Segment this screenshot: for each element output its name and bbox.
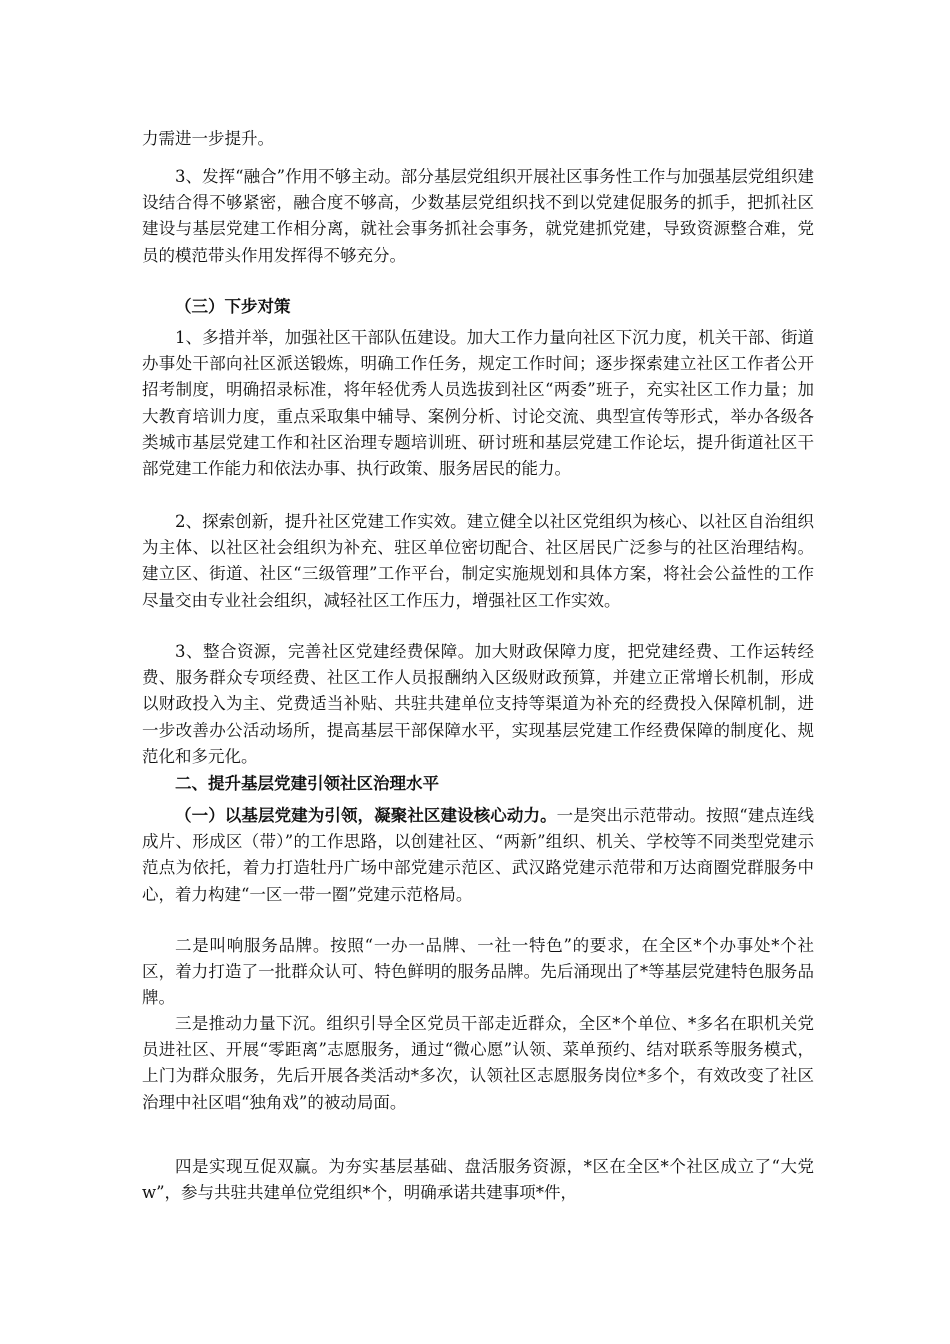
chapter-heading-two: 二、提升基层党建引领社区治理水平 (175, 774, 439, 793)
paragraph-continuation: 力需进一步提升。 (142, 129, 274, 148)
paragraph-fusion-issue: 3、发挥“融合”作用不够主动。部分基层党组织开展社区事务性工作与加强基层党组织建设结合得不够紧密，融合度不够高，少数基层党组织找不到以党建促服务的抓手，把抓社区建设与基层党建工作相分离，就社会事务抓社会事务，就党建抓党建，导致资源整合难，党员的模范带头作用发挥得不够充分。 (142, 167, 814, 265)
subsection-lead-text: （一）以基层党建为引领，凝聚社区建设核心动力。 (175, 806, 557, 825)
paragraph-subsection-one (142, 803, 814, 908)
paragraph-mutual-win: 四是实现互促双赢。为夯实基层基础、盘活服务资源，*区在全区*个社区成立了“大党w”，参与共驻共建单位党组织*个，明确承诺共建事项*件， (142, 1157, 814, 1203)
paragraph-service-brand: 二是叫响服务品牌。按照“一办一品牌、一社一特色”的要求，在全区*个办事处*个社区，着力打造了一批群众认可、特色鲜明的服务品牌。先后涌现出了*等基层党建特色服务品牌。 (142, 936, 814, 1008)
subsection-body-text: 一是突出示范带动。按照“建点连线成片、形成区（带）”的工作思路，以创建社区、“两新”组织、机关、学校等不同类型党建示范点为依托，着力打造牡丹广场中部党建示范区、武汉路党建示范带和万达商圈党群服务中心，着力构建“一区一带一圈”党建示范格局。 (142, 806, 814, 904)
paragraph-measure-2: 2、探索创新，提升社区党建工作实效。建立健全以社区党组织为核心、以社区自治组织为主体、以社区社会组织为补充、驻区单位密切配合、社区居民广泛参与的社区治理结构。建立区、街道、社区“三级管理”工作平台，制定实施规划和具体方案，将社会公益性的工作尽量交由专业社会组织，减轻社区工作压力，增强社区工作实效。 (142, 512, 814, 610)
paragraph-force-sinking: 三是推动力量下沉。组织引导全区党员干部走近群众，全区*个单位、*多名在职机关党员进社区、开展“零距离”志愿服务，通过“微心愿”认领、菜单预约、结对联系等服务模式，上门为群众服务，先后开展各类活动*多次，认领社区志愿服务岗位*多个，有效改变了社区治理中社区唱“独角戏”的被动局面。 (142, 1014, 814, 1112)
paragraph-measure-3: 3、整合资源，完善社区党建经费保障。加大财政保障力度，把党建经费、工作运转经费、服务群众专项经费、社区工作人员报酬纳入区级财政预算，并建立正常增长机制，形成以财政投入为主、党费适当补贴、共驻共建单位支持等渠道为补充的经费投入保障机制，进一步改善办公活动场所，提高基层干部保障水平，实现基层党建工作经费保障的制度化、规范化和多元化。 (142, 642, 814, 766)
paragraph-measure-1: 1、多措并举，加强社区干部队伍建设。加大工作力量向社区下沉力度，机关干部、街道办事处干部向社区派送锻炼，明确工作任务，规定工作时间；逐步探索建立社区工作者公开招考制度，明确招录标准，将年轻优秀人员选拔到社区“两委”班子，充实社区工作力量；加大教育培训力度，重点采取集中辅导、案例分析、讨论交流、典型宣传等形式，举办各级各类城市基层党建工作和社区治理专题培训班、研讨班和基层党建工作论坛，提升街道社区干部党建工作能力和依法办事、执行政策、服务居民的能力。 (142, 328, 814, 479)
section-heading-next-steps: （三）下步对策 (175, 297, 291, 316)
